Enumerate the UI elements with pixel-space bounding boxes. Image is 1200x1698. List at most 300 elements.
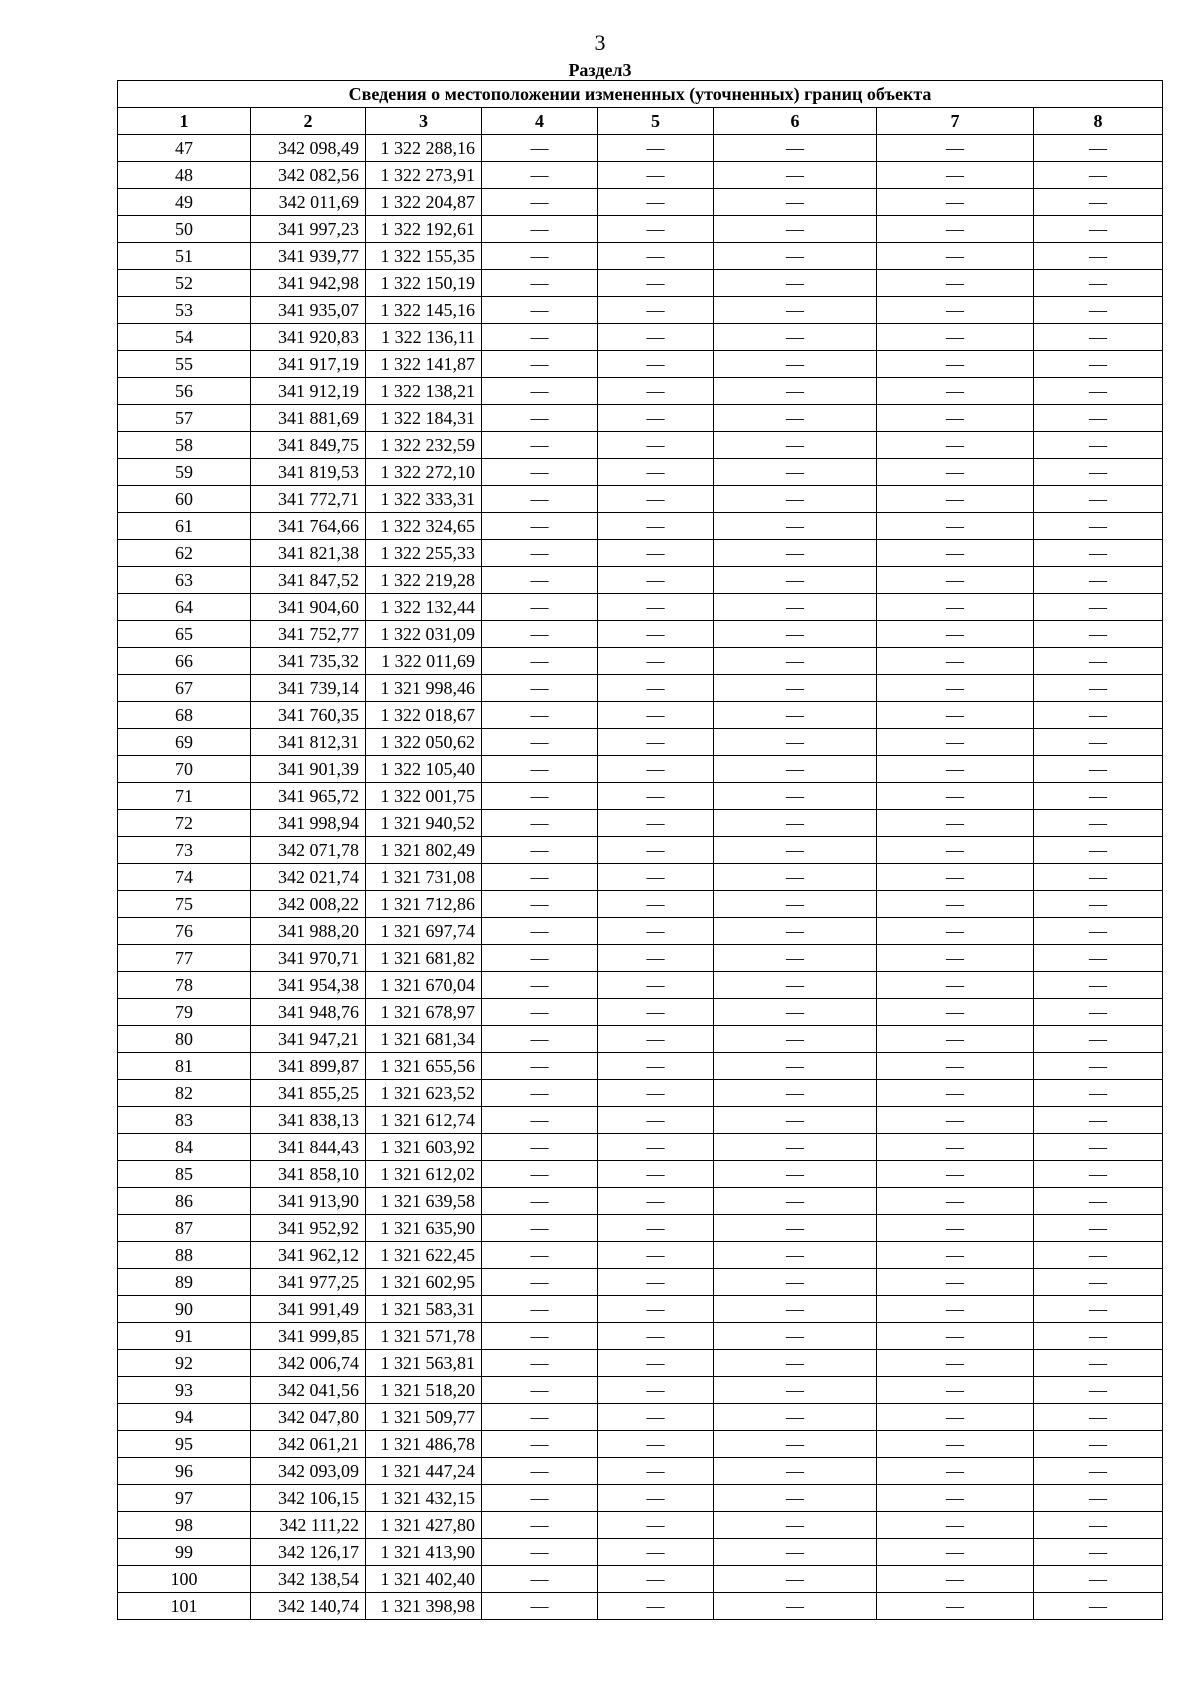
empty-value-cell: — bbox=[877, 972, 1034, 999]
empty-value-cell: — bbox=[482, 351, 598, 378]
y-coordinate-cell: 1 321 413,90 bbox=[366, 1539, 482, 1566]
empty-value-cell: — bbox=[598, 1593, 714, 1620]
empty-value-cell: — bbox=[598, 729, 714, 756]
empty-value-cell: — bbox=[598, 972, 714, 999]
table-row bbox=[118, 1458, 1163, 1485]
x-coordinate-cell: 342 098,49 bbox=[251, 135, 366, 162]
table-row bbox=[118, 1593, 1163, 1620]
empty-value-cell: — bbox=[877, 1026, 1034, 1053]
empty-value-cell: — bbox=[1034, 1323, 1163, 1350]
empty-value-cell: — bbox=[877, 1242, 1034, 1269]
x-coordinate-cell: 341 939,77 bbox=[251, 243, 366, 270]
empty-value-cell: — bbox=[1034, 1350, 1163, 1377]
empty-value-cell: — bbox=[598, 162, 714, 189]
empty-value-cell: — bbox=[482, 1350, 598, 1377]
x-coordinate-cell: 341 849,75 bbox=[251, 432, 366, 459]
empty-value-cell: — bbox=[1034, 1161, 1163, 1188]
empty-value-cell: — bbox=[598, 1107, 714, 1134]
y-coordinate-cell: 1 322 141,87 bbox=[366, 351, 482, 378]
table-row bbox=[118, 297, 1163, 324]
empty-value-cell: — bbox=[1034, 243, 1163, 270]
table-row bbox=[118, 378, 1163, 405]
x-coordinate-cell: 341 935,07 bbox=[251, 297, 366, 324]
table-row bbox=[118, 1053, 1163, 1080]
empty-value-cell: — bbox=[598, 783, 714, 810]
empty-value-cell: — bbox=[877, 621, 1034, 648]
empty-value-cell: — bbox=[1034, 1431, 1163, 1458]
empty-value-cell: — bbox=[482, 837, 598, 864]
y-coordinate-cell: 1 322 272,10 bbox=[366, 459, 482, 486]
empty-value-cell: — bbox=[714, 1242, 877, 1269]
y-coordinate-cell: 1 322 001,75 bbox=[366, 783, 482, 810]
empty-value-cell: — bbox=[714, 999, 877, 1026]
y-coordinate-cell: 1 322 255,33 bbox=[366, 540, 482, 567]
empty-value-cell: — bbox=[482, 270, 598, 297]
empty-value-cell: — bbox=[598, 270, 714, 297]
table-row bbox=[118, 513, 1163, 540]
column-header-8: 8 bbox=[1034, 108, 1163, 135]
table-row bbox=[118, 1296, 1163, 1323]
x-coordinate-cell: 342 138,54 bbox=[251, 1566, 366, 1593]
empty-value-cell: — bbox=[714, 1458, 877, 1485]
empty-value-cell: — bbox=[598, 1431, 714, 1458]
empty-value-cell: — bbox=[598, 189, 714, 216]
point-number-cell: 50 bbox=[118, 216, 251, 243]
x-coordinate-cell: 342 111,22 bbox=[251, 1512, 366, 1539]
table-row bbox=[118, 1512, 1163, 1539]
empty-value-cell: — bbox=[714, 1512, 877, 1539]
empty-value-cell: — bbox=[1034, 1080, 1163, 1107]
table-row bbox=[118, 1269, 1163, 1296]
table-row bbox=[118, 1134, 1163, 1161]
y-coordinate-cell: 1 321 398,98 bbox=[366, 1593, 482, 1620]
empty-value-cell: — bbox=[877, 243, 1034, 270]
empty-value-cell: — bbox=[714, 1323, 877, 1350]
table-row bbox=[118, 1242, 1163, 1269]
y-coordinate-cell: 1 322 050,62 bbox=[366, 729, 482, 756]
y-coordinate-cell: 1 321 678,97 bbox=[366, 999, 482, 1026]
empty-value-cell: — bbox=[877, 1458, 1034, 1485]
x-coordinate-cell: 341 819,53 bbox=[251, 459, 366, 486]
empty-value-cell: — bbox=[482, 486, 598, 513]
table-row bbox=[118, 837, 1163, 864]
y-coordinate-cell: 1 321 697,74 bbox=[366, 918, 482, 945]
y-coordinate-cell: 1 321 731,08 bbox=[366, 864, 482, 891]
empty-value-cell: — bbox=[598, 864, 714, 891]
y-coordinate-cell: 1 322 333,31 bbox=[366, 486, 482, 513]
table-body bbox=[118, 135, 1163, 1620]
empty-value-cell: — bbox=[598, 459, 714, 486]
y-coordinate-cell: 1 321 612,02 bbox=[366, 1161, 482, 1188]
y-coordinate-cell: 1 321 998,46 bbox=[366, 675, 482, 702]
empty-value-cell: — bbox=[714, 675, 877, 702]
empty-value-cell: — bbox=[598, 675, 714, 702]
x-coordinate-cell: 341 735,32 bbox=[251, 648, 366, 675]
empty-value-cell: — bbox=[714, 918, 877, 945]
empty-value-cell: — bbox=[598, 999, 714, 1026]
empty-value-cell: — bbox=[714, 702, 877, 729]
empty-value-cell: — bbox=[598, 1512, 714, 1539]
point-number-cell: 92 bbox=[118, 1350, 251, 1377]
empty-value-cell: — bbox=[598, 1404, 714, 1431]
empty-value-cell: — bbox=[877, 297, 1034, 324]
empty-value-cell: — bbox=[482, 135, 598, 162]
empty-value-cell: — bbox=[877, 1350, 1034, 1377]
point-number-cell: 97 bbox=[118, 1485, 251, 1512]
y-coordinate-cell: 1 321 712,86 bbox=[366, 891, 482, 918]
empty-value-cell: — bbox=[598, 1350, 714, 1377]
empty-value-cell: — bbox=[482, 864, 598, 891]
table-row bbox=[118, 621, 1163, 648]
column-header-1: 1 bbox=[118, 108, 251, 135]
empty-value-cell: — bbox=[877, 162, 1034, 189]
point-number-cell: 88 bbox=[118, 1242, 251, 1269]
point-number-cell: 65 bbox=[118, 621, 251, 648]
empty-value-cell: — bbox=[1034, 135, 1163, 162]
empty-value-cell: — bbox=[1034, 1593, 1163, 1620]
empty-value-cell: — bbox=[482, 432, 598, 459]
empty-value-cell: — bbox=[877, 1404, 1034, 1431]
table-row bbox=[118, 270, 1163, 297]
x-coordinate-cell: 342 047,80 bbox=[251, 1404, 366, 1431]
y-coordinate-cell: 1 322 018,67 bbox=[366, 702, 482, 729]
x-coordinate-cell: 341 821,38 bbox=[251, 540, 366, 567]
y-coordinate-cell: 1 322 273,91 bbox=[366, 162, 482, 189]
empty-value-cell: — bbox=[877, 918, 1034, 945]
column-header-3: 3 bbox=[366, 108, 482, 135]
empty-value-cell: — bbox=[482, 729, 598, 756]
empty-value-cell: — bbox=[877, 1323, 1034, 1350]
y-coordinate-cell: 1 321 563,81 bbox=[366, 1350, 482, 1377]
point-number-cell: 69 bbox=[118, 729, 251, 756]
empty-value-cell: — bbox=[877, 1485, 1034, 1512]
empty-value-cell: — bbox=[482, 1080, 598, 1107]
x-coordinate-cell: 341 998,94 bbox=[251, 810, 366, 837]
point-number-cell: 70 bbox=[118, 756, 251, 783]
point-number-cell: 68 bbox=[118, 702, 251, 729]
empty-value-cell: — bbox=[1034, 702, 1163, 729]
table-row bbox=[118, 702, 1163, 729]
y-coordinate-cell: 1 321 670,04 bbox=[366, 972, 482, 999]
empty-value-cell: — bbox=[714, 567, 877, 594]
empty-value-cell: — bbox=[482, 1161, 598, 1188]
empty-value-cell: — bbox=[714, 810, 877, 837]
empty-value-cell: — bbox=[877, 1296, 1034, 1323]
table-row bbox=[118, 675, 1163, 702]
table-caption: Сведения о местоположении измененных (уточненных) границ объекта bbox=[118, 81, 1163, 108]
table-row bbox=[118, 1026, 1163, 1053]
x-coordinate-cell: 341 913,90 bbox=[251, 1188, 366, 1215]
x-coordinate-cell: 341 752,77 bbox=[251, 621, 366, 648]
point-number-cell: 86 bbox=[118, 1188, 251, 1215]
table-row bbox=[118, 540, 1163, 567]
empty-value-cell: — bbox=[877, 810, 1034, 837]
y-coordinate-cell: 1 321 402,40 bbox=[366, 1566, 482, 1593]
x-coordinate-cell: 341 881,69 bbox=[251, 405, 366, 432]
x-coordinate-cell: 341 858,10 bbox=[251, 1161, 366, 1188]
empty-value-cell: — bbox=[714, 1215, 877, 1242]
empty-value-cell: — bbox=[1034, 486, 1163, 513]
empty-value-cell: — bbox=[1034, 1215, 1163, 1242]
empty-value-cell: — bbox=[1034, 999, 1163, 1026]
empty-value-cell: — bbox=[714, 135, 877, 162]
x-coordinate-cell: 342 061,21 bbox=[251, 1431, 366, 1458]
empty-value-cell: — bbox=[482, 243, 598, 270]
empty-value-cell: — bbox=[877, 1377, 1034, 1404]
point-number-cell: 59 bbox=[118, 459, 251, 486]
table-row bbox=[118, 1161, 1163, 1188]
y-coordinate-cell: 1 321 509,77 bbox=[366, 1404, 482, 1431]
empty-value-cell: — bbox=[598, 945, 714, 972]
empty-value-cell: — bbox=[877, 729, 1034, 756]
empty-value-cell: — bbox=[598, 1215, 714, 1242]
y-coordinate-cell: 1 321 571,78 bbox=[366, 1323, 482, 1350]
empty-value-cell: — bbox=[1034, 1107, 1163, 1134]
empty-value-cell: — bbox=[598, 432, 714, 459]
point-number-cell: 91 bbox=[118, 1323, 251, 1350]
table-row bbox=[118, 1566, 1163, 1593]
x-coordinate-cell: 341 952,92 bbox=[251, 1215, 366, 1242]
table-caption-row bbox=[118, 81, 1163, 108]
table-row bbox=[118, 783, 1163, 810]
y-coordinate-cell: 1 322 204,87 bbox=[366, 189, 482, 216]
empty-value-cell: — bbox=[598, 486, 714, 513]
empty-value-cell: — bbox=[1034, 1269, 1163, 1296]
point-number-cell: 74 bbox=[118, 864, 251, 891]
empty-value-cell: — bbox=[482, 999, 598, 1026]
empty-value-cell: — bbox=[877, 675, 1034, 702]
empty-value-cell: — bbox=[482, 1593, 598, 1620]
table-row bbox=[118, 189, 1163, 216]
x-coordinate-cell: 342 082,56 bbox=[251, 162, 366, 189]
empty-value-cell: — bbox=[877, 189, 1034, 216]
empty-value-cell: — bbox=[598, 243, 714, 270]
y-coordinate-cell: 1 321 635,90 bbox=[366, 1215, 482, 1242]
point-number-cell: 55 bbox=[118, 351, 251, 378]
x-coordinate-cell: 341 764,66 bbox=[251, 513, 366, 540]
empty-value-cell: — bbox=[877, 1539, 1034, 1566]
empty-value-cell: — bbox=[482, 1323, 598, 1350]
empty-value-cell: — bbox=[598, 891, 714, 918]
empty-value-cell: — bbox=[714, 405, 877, 432]
empty-value-cell: — bbox=[714, 1053, 877, 1080]
empty-value-cell: — bbox=[1034, 405, 1163, 432]
empty-value-cell: — bbox=[1034, 1053, 1163, 1080]
point-number-cell: 76 bbox=[118, 918, 251, 945]
empty-value-cell: — bbox=[482, 1053, 598, 1080]
empty-value-cell: — bbox=[714, 1485, 877, 1512]
empty-value-cell: — bbox=[1034, 918, 1163, 945]
point-number-cell: 80 bbox=[118, 1026, 251, 1053]
empty-value-cell: — bbox=[598, 702, 714, 729]
point-number-cell: 57 bbox=[118, 405, 251, 432]
empty-value-cell: — bbox=[482, 378, 598, 405]
table-row bbox=[118, 810, 1163, 837]
y-coordinate-cell: 1 321 802,49 bbox=[366, 837, 482, 864]
table-row bbox=[118, 135, 1163, 162]
empty-value-cell: — bbox=[1034, 1242, 1163, 1269]
table-row bbox=[118, 918, 1163, 945]
y-coordinate-cell: 1 321 432,15 bbox=[366, 1485, 482, 1512]
x-coordinate-cell: 341 970,71 bbox=[251, 945, 366, 972]
table-row bbox=[118, 1107, 1163, 1134]
empty-value-cell: — bbox=[482, 216, 598, 243]
empty-value-cell: — bbox=[877, 459, 1034, 486]
empty-value-cell: — bbox=[482, 972, 598, 999]
empty-value-cell: — bbox=[877, 351, 1034, 378]
empty-value-cell: — bbox=[1034, 783, 1163, 810]
empty-value-cell: — bbox=[714, 324, 877, 351]
empty-value-cell: — bbox=[482, 702, 598, 729]
empty-value-cell: — bbox=[877, 432, 1034, 459]
table-row bbox=[118, 1404, 1163, 1431]
point-number-cell: 54 bbox=[118, 324, 251, 351]
y-coordinate-cell: 1 322 136,11 bbox=[366, 324, 482, 351]
empty-value-cell: — bbox=[598, 1296, 714, 1323]
empty-value-cell: — bbox=[877, 1188, 1034, 1215]
empty-value-cell: — bbox=[482, 459, 598, 486]
empty-value-cell: — bbox=[714, 945, 877, 972]
empty-value-cell: — bbox=[1034, 1539, 1163, 1566]
table-row bbox=[118, 1350, 1163, 1377]
empty-value-cell: — bbox=[482, 783, 598, 810]
empty-value-cell: — bbox=[482, 810, 598, 837]
point-number-cell: 63 bbox=[118, 567, 251, 594]
empty-value-cell: — bbox=[598, 216, 714, 243]
empty-value-cell: — bbox=[1034, 540, 1163, 567]
empty-value-cell: — bbox=[877, 1134, 1034, 1161]
empty-value-cell: — bbox=[877, 783, 1034, 810]
y-coordinate-cell: 1 321 603,92 bbox=[366, 1134, 482, 1161]
empty-value-cell: — bbox=[1034, 648, 1163, 675]
x-coordinate-cell: 342 071,78 bbox=[251, 837, 366, 864]
point-number-cell: 82 bbox=[118, 1080, 251, 1107]
x-coordinate-cell: 341 812,31 bbox=[251, 729, 366, 756]
empty-value-cell: — bbox=[1034, 594, 1163, 621]
empty-value-cell: — bbox=[877, 594, 1034, 621]
empty-value-cell: — bbox=[482, 1404, 598, 1431]
x-coordinate-cell: 341 760,35 bbox=[251, 702, 366, 729]
empty-value-cell: — bbox=[714, 1431, 877, 1458]
empty-value-cell: — bbox=[482, 1242, 598, 1269]
x-coordinate-cell: 342 008,22 bbox=[251, 891, 366, 918]
empty-value-cell: — bbox=[1034, 432, 1163, 459]
point-number-cell: 94 bbox=[118, 1404, 251, 1431]
empty-value-cell: — bbox=[714, 1188, 877, 1215]
empty-value-cell: — bbox=[482, 1107, 598, 1134]
y-coordinate-cell: 1 321 486,78 bbox=[366, 1431, 482, 1458]
empty-value-cell: — bbox=[598, 1269, 714, 1296]
empty-value-cell: — bbox=[877, 513, 1034, 540]
empty-value-cell: — bbox=[714, 351, 877, 378]
y-coordinate-cell: 1 321 623,52 bbox=[366, 1080, 482, 1107]
table-row bbox=[118, 243, 1163, 270]
table-row bbox=[118, 1215, 1163, 1242]
empty-value-cell: — bbox=[714, 594, 877, 621]
empty-value-cell: — bbox=[877, 405, 1034, 432]
empty-value-cell: — bbox=[1034, 1026, 1163, 1053]
empty-value-cell: — bbox=[714, 459, 877, 486]
table-row bbox=[118, 486, 1163, 513]
empty-value-cell: — bbox=[1034, 1188, 1163, 1215]
point-number-cell: 48 bbox=[118, 162, 251, 189]
empty-value-cell: — bbox=[482, 162, 598, 189]
empty-value-cell: — bbox=[714, 243, 877, 270]
table-row bbox=[118, 972, 1163, 999]
point-number-cell: 73 bbox=[118, 837, 251, 864]
x-coordinate-cell: 341 901,39 bbox=[251, 756, 366, 783]
point-number-cell: 87 bbox=[118, 1215, 251, 1242]
empty-value-cell: — bbox=[1034, 1404, 1163, 1431]
empty-value-cell: — bbox=[482, 756, 598, 783]
y-coordinate-cell: 1 322 184,31 bbox=[366, 405, 482, 432]
y-coordinate-cell: 1 322 011,69 bbox=[366, 648, 482, 675]
point-number-cell: 95 bbox=[118, 1431, 251, 1458]
empty-value-cell: — bbox=[877, 1215, 1034, 1242]
x-coordinate-cell: 341 855,25 bbox=[251, 1080, 366, 1107]
empty-value-cell: — bbox=[877, 1593, 1034, 1620]
column-header-2: 2 bbox=[251, 108, 366, 135]
section-title: Раздел3 bbox=[568, 60, 632, 80]
empty-value-cell: — bbox=[1034, 324, 1163, 351]
empty-value-cell: — bbox=[598, 1188, 714, 1215]
y-coordinate-cell: 1 322 132,44 bbox=[366, 594, 482, 621]
table-row bbox=[118, 405, 1163, 432]
x-coordinate-cell: 342 093,09 bbox=[251, 1458, 366, 1485]
empty-value-cell: — bbox=[877, 1161, 1034, 1188]
point-number-cell: 75 bbox=[118, 891, 251, 918]
empty-value-cell: — bbox=[877, 216, 1034, 243]
empty-value-cell: — bbox=[598, 1566, 714, 1593]
empty-value-cell: — bbox=[1034, 270, 1163, 297]
empty-value-cell: — bbox=[877, 567, 1034, 594]
table-row bbox=[118, 1431, 1163, 1458]
empty-value-cell: — bbox=[482, 675, 598, 702]
empty-value-cell: — bbox=[877, 324, 1034, 351]
empty-value-cell: — bbox=[1034, 297, 1163, 324]
empty-value-cell: — bbox=[482, 189, 598, 216]
table-row bbox=[118, 756, 1163, 783]
empty-value-cell: — bbox=[877, 999, 1034, 1026]
empty-value-cell: — bbox=[482, 648, 598, 675]
x-coordinate-cell: 341 947,21 bbox=[251, 1026, 366, 1053]
empty-value-cell: — bbox=[598, 1485, 714, 1512]
x-coordinate-cell: 341 899,87 bbox=[251, 1053, 366, 1080]
table-row bbox=[118, 1323, 1163, 1350]
table-row bbox=[118, 1539, 1163, 1566]
empty-value-cell: — bbox=[714, 216, 877, 243]
empty-value-cell: — bbox=[482, 1269, 598, 1296]
point-number-cell: 84 bbox=[118, 1134, 251, 1161]
empty-value-cell: — bbox=[598, 1161, 714, 1188]
point-number-cell: 71 bbox=[118, 783, 251, 810]
point-number-cell: 61 bbox=[118, 513, 251, 540]
x-coordinate-cell: 341 847,52 bbox=[251, 567, 366, 594]
empty-value-cell: — bbox=[1034, 729, 1163, 756]
empty-value-cell: — bbox=[1034, 810, 1163, 837]
point-number-cell: 98 bbox=[118, 1512, 251, 1539]
point-number-cell: 100 bbox=[118, 1566, 251, 1593]
empty-value-cell: — bbox=[1034, 378, 1163, 405]
empty-value-cell: — bbox=[482, 1566, 598, 1593]
empty-value-cell: — bbox=[482, 621, 598, 648]
x-coordinate-cell: 342 006,74 bbox=[251, 1350, 366, 1377]
table-row bbox=[118, 864, 1163, 891]
empty-value-cell: — bbox=[598, 405, 714, 432]
empty-value-cell: — bbox=[598, 837, 714, 864]
empty-value-cell: — bbox=[1034, 513, 1163, 540]
empty-value-cell: — bbox=[598, 1377, 714, 1404]
